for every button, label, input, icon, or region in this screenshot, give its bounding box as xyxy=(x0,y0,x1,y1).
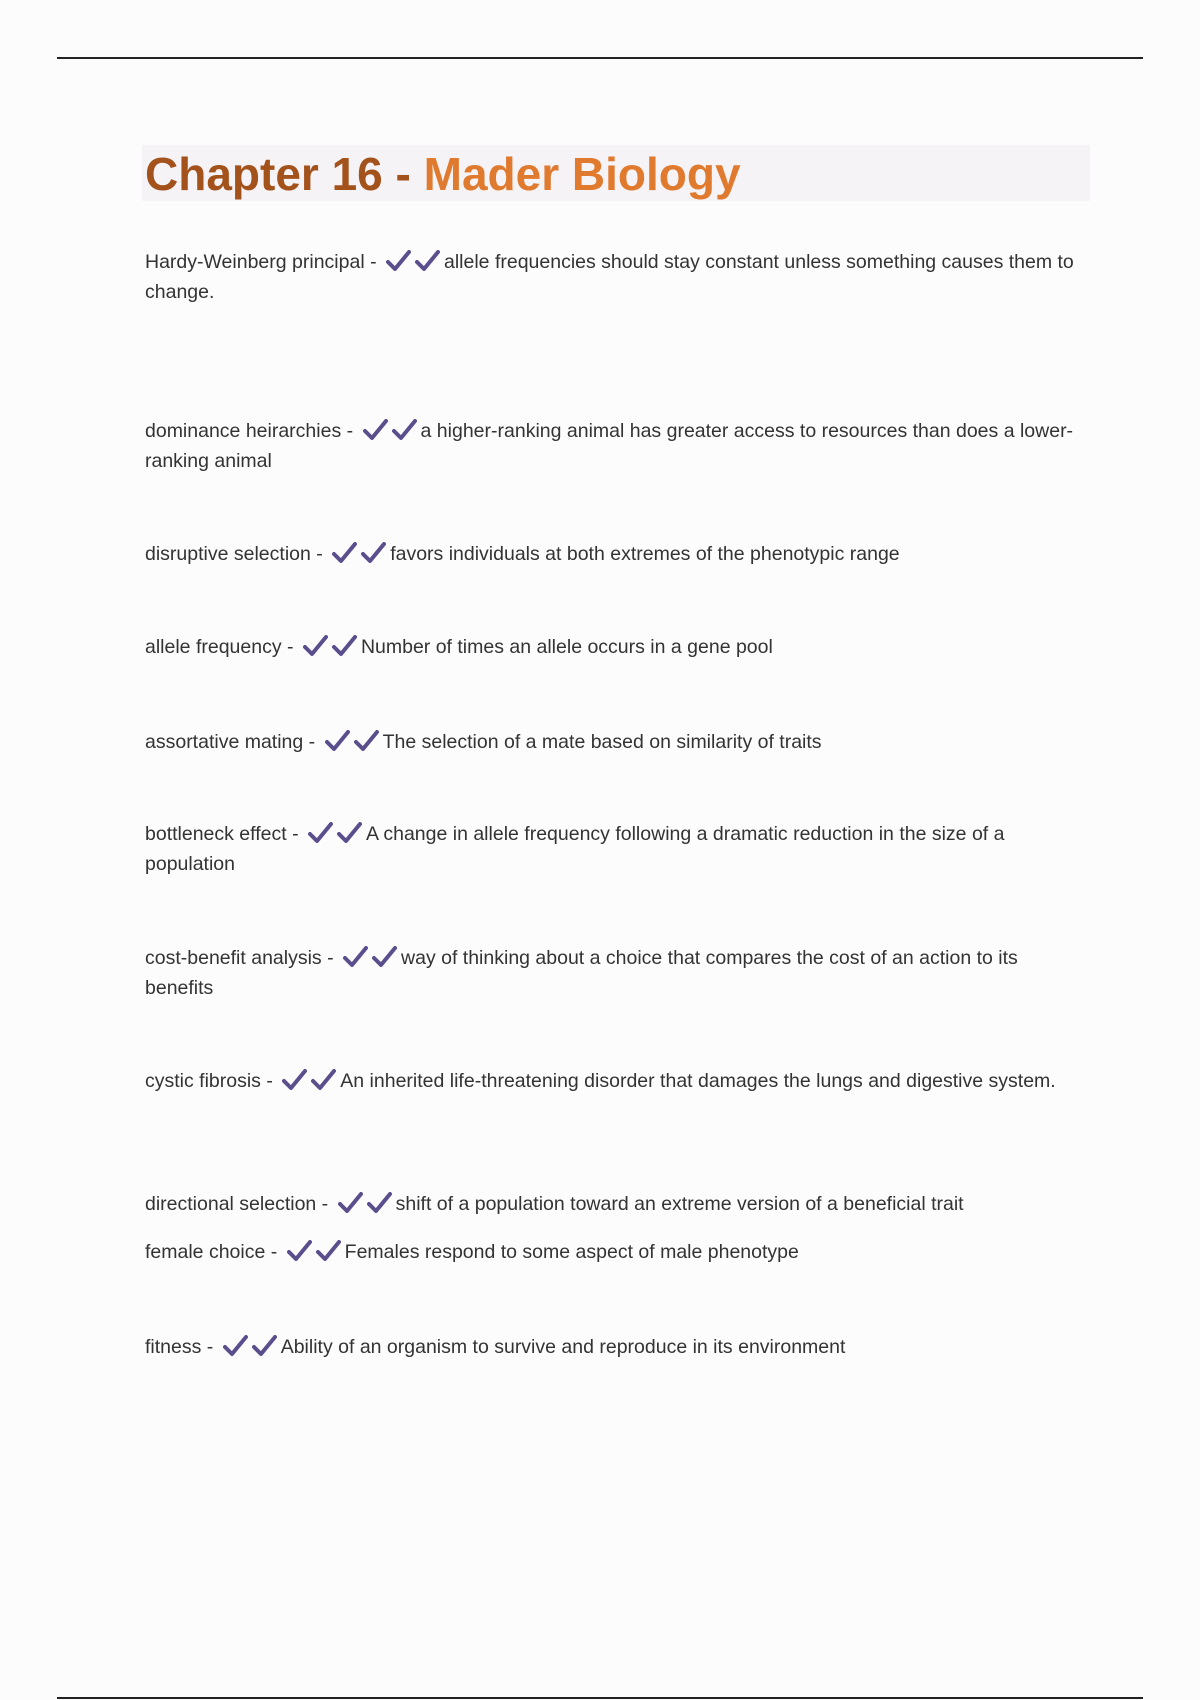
entry-fitness: fitness - Ability of an organism to survive and reproduce in its environment xyxy=(145,1336,846,1358)
entry-disruptive-selection: disruptive selection - favors individuals at both extremes of the phenotypic range xyxy=(145,543,900,565)
entry-definition: A change in allele frequency following a dramatic reduction in the size of a population xyxy=(145,823,1005,875)
checkmark-icon xyxy=(372,946,397,968)
entry-female-choice: female choice - Females respond to some aspect of male phenotype xyxy=(145,1241,799,1263)
entry-term: assortative mating xyxy=(145,731,304,753)
entry-definition: a higher-ranking animal has greater access to resources than does a lower-ranking animal xyxy=(145,420,1074,472)
checkmark-icon xyxy=(311,1069,336,1091)
title-part-1: Chapter 16 - xyxy=(145,148,424,200)
checkmark-icon xyxy=(367,1192,392,1214)
page-title xyxy=(145,147,741,201)
checkmark-icon xyxy=(252,1335,277,1357)
entry-dominance-heirarchies: dominance heirarchies - a higher-ranking animal has greater access to resources than does a lower-ranking animal xyxy=(145,420,1074,472)
checkmark-icon xyxy=(308,822,333,844)
entry-definition: shift of a population toward an extreme version of a beneficial trait xyxy=(395,1193,964,1215)
entry-directional-selection: directional selection - shift of a population toward an extreme version of a beneficial trait xyxy=(145,1193,964,1215)
entry-definition: Females respond to some aspect of male phenotype xyxy=(344,1241,799,1263)
entry-term: disruptive selection xyxy=(145,543,311,565)
entry-definition: way of thinking about a choice that compares the cost of an action to its benefits xyxy=(145,947,1018,999)
entry-definition: Ability of an organism to survive and reproduce in its environment xyxy=(280,1336,846,1358)
checkmark-icon xyxy=(282,1069,307,1091)
entry-term: fitness xyxy=(145,1336,202,1358)
checkmark-icon xyxy=(332,635,357,657)
checkmark-icon xyxy=(316,1240,341,1262)
entry-assortative-mating: assortative mating - The selection of a mate based on similarity of traits xyxy=(145,731,822,753)
entry-definition: allele frequencies should stay constant unless something causes them to change. xyxy=(145,251,1074,303)
entry-term: directional selection xyxy=(145,1193,317,1215)
checkmark-icon xyxy=(361,542,386,564)
checkmark-icon xyxy=(363,419,388,441)
checkmark-icon xyxy=(325,730,350,752)
entry-definition: An inherited life-threatening disorder that damages the lungs and digestive system. xyxy=(340,1070,1056,1092)
entry-term: cost-benefit analysis xyxy=(145,947,322,969)
entry-bottleneck-effect: bottleneck effect - A change in allele frequency following a dramatic reduction in the size of a population xyxy=(145,823,1005,875)
checkmark-icon xyxy=(223,1335,248,1357)
checkmark-icon xyxy=(386,250,411,272)
entry-definition: The selection of a mate based on similarity of traits xyxy=(382,731,822,753)
entry-hardy-weinberg: Hardy-Weinberg principal - allele frequencies should stay constant unless something causes them to change. xyxy=(145,251,1074,303)
bottom-rule xyxy=(57,1697,1143,1699)
title-part-2: Mader Biology xyxy=(423,148,741,200)
checkmark-icon xyxy=(354,730,379,752)
entry-cost-benefit-analysis: cost-benefit analysis - way of thinking about a choice that compares the cost of an action to its benefits xyxy=(145,947,1018,999)
entry-definition: Number of times an allele occurs in a gene pool xyxy=(360,636,773,658)
entry-term: allele frequency xyxy=(145,636,282,658)
checkmark-icon xyxy=(287,1240,312,1262)
entry-term: Hardy-Weinberg principal xyxy=(145,251,365,273)
entry-term: female choice xyxy=(145,1241,266,1263)
entry-term: dominance heirarchies xyxy=(145,420,342,442)
checkmark-icon xyxy=(343,946,368,968)
entry-term: cystic fibrosis xyxy=(145,1070,261,1092)
checkmark-icon xyxy=(337,822,362,844)
checkmark-icon xyxy=(303,635,328,657)
entry-term: bottleneck effect xyxy=(145,823,287,845)
checkmark-icon xyxy=(415,250,440,272)
checkmark-icon xyxy=(332,542,357,564)
top-rule xyxy=(57,57,1143,59)
entry-cystic-fibrosis: cystic fibrosis - An inherited life-threatening disorder that damages the lungs and digestive system. xyxy=(145,1070,1056,1092)
checkmark-icon xyxy=(392,419,417,441)
entry-definition: favors individuals at both extremes of the phenotypic range xyxy=(390,543,900,565)
entry-allele-frequency: allele frequency - Number of times an allele occurs in a gene pool xyxy=(145,636,773,658)
checkmark-icon xyxy=(338,1192,363,1214)
